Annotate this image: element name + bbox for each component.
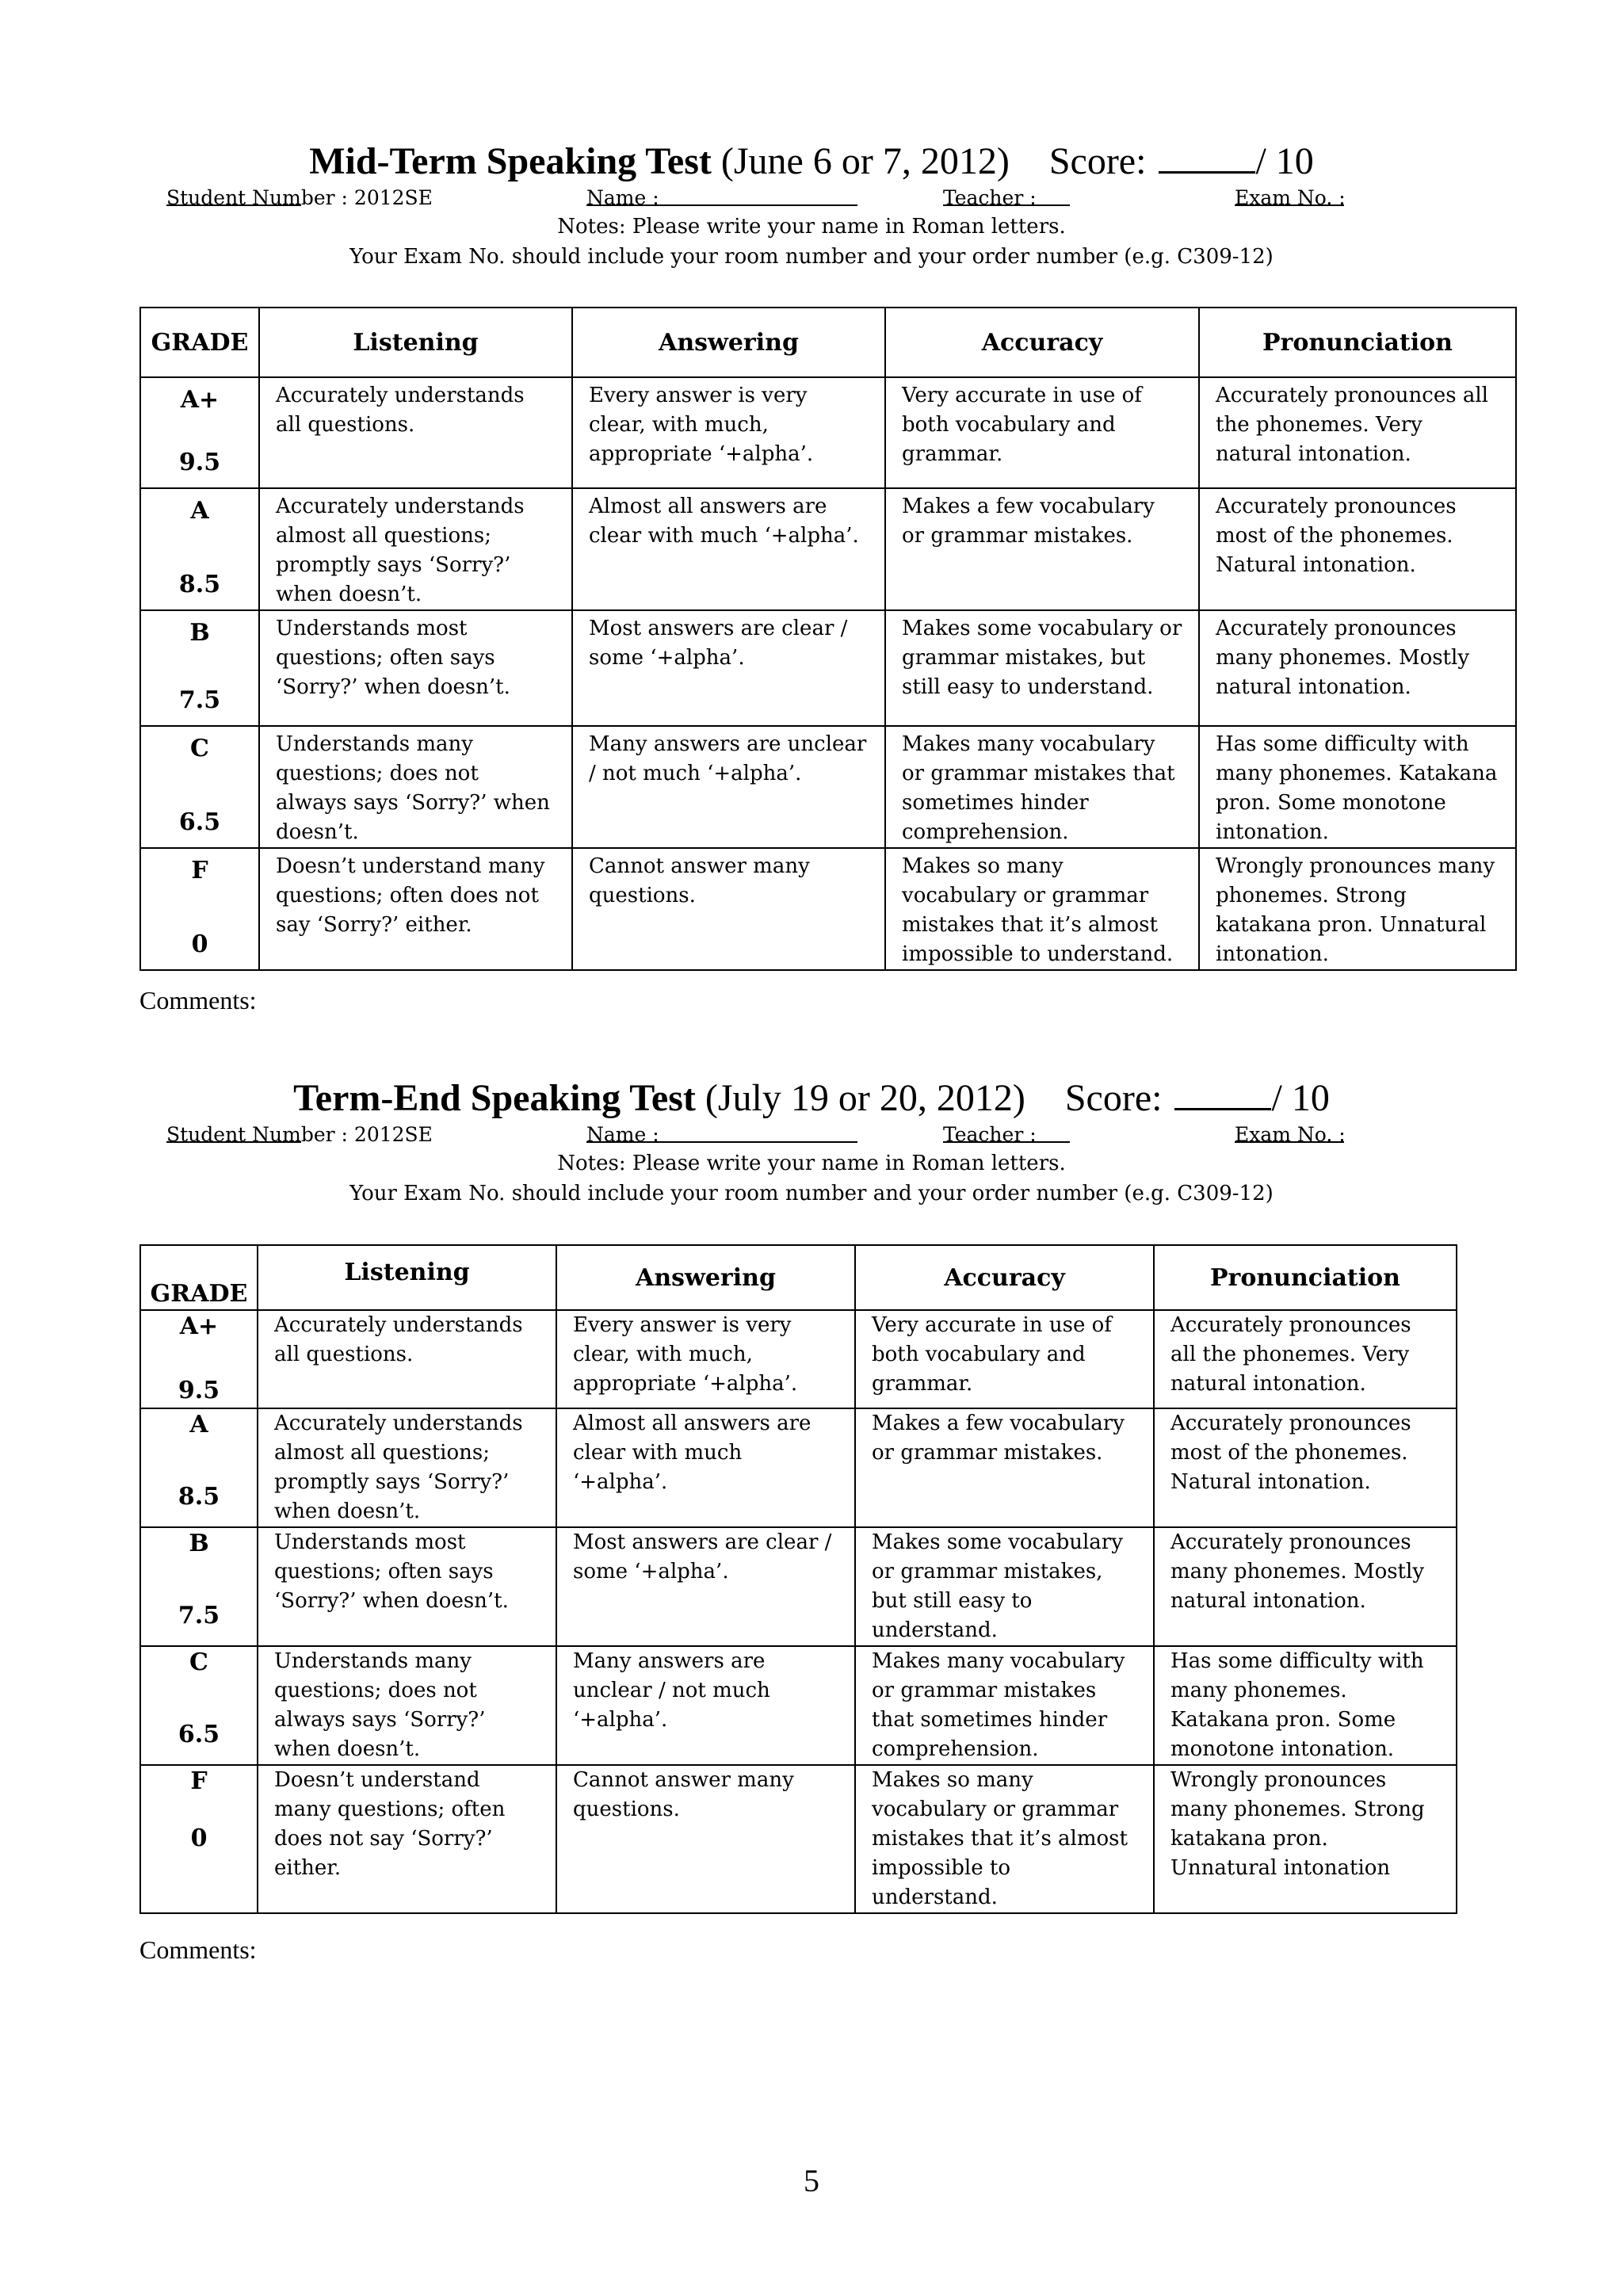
answering-cell: Most answers are clear / some ‘+alpha’. (556, 1527, 855, 1646)
grade-letter: A (190, 497, 209, 525)
accuracy-cell: Makes many vocabulary or grammar mistakes that sometimes hinder comprehension. (885, 726, 1199, 848)
accuracy-cell: Makes a few vocabulary or grammar mistakes. (855, 1408, 1154, 1527)
answering-cell: Almost all answers are clear with much ‘+alpha’. (572, 488, 885, 610)
pronunciation-cell: Accurately pronounces most of the phonemes. Natural intonation. (1199, 488, 1516, 610)
table-row (140, 848, 1516, 970)
midterm-score-max: / 10 (1255, 140, 1314, 182)
answering-cell: Many answers are unclear / not much ‘+alpha’. (572, 726, 885, 848)
accuracy-cell: Very accurate in use of both vocabulary and grammar. (855, 1310, 1154, 1408)
termend-header-accuracy: Accuracy (855, 1245, 1154, 1310)
termend-score-label: Score: (1064, 1077, 1163, 1119)
midterm-score-blank[interactable] (1159, 143, 1255, 174)
termend-student-number-field[interactable] (166, 1121, 301, 1143)
listening-cell: Understands many questions; does not always says ‘Sorry?’ when doesn’t. (258, 1646, 556, 1765)
termend-exam-no-label: Exam No. : (1235, 1123, 1346, 1146)
termend-exam-no-field[interactable] (1235, 1121, 1344, 1143)
grade-cell (140, 610, 259, 726)
pronunciation-cell: Has some difficulty with many phonemes. Katakana pron. Some monotone intonation. (1154, 1646, 1457, 1765)
termend-title (0, 1076, 1623, 1121)
termend-score-blank[interactable] (1174, 1079, 1271, 1110)
midterm-comments-label: Comments: (139, 986, 257, 1014)
midterm-student-number-field[interactable] (166, 184, 301, 206)
termend-rubric-table (139, 1244, 1457, 1914)
grade-score: 8.5 (178, 571, 221, 598)
listening-cell: Understands most questions; often says ‘Sorry?’ when doesn’t. (258, 1527, 556, 1646)
grade-score: 7.5 (178, 686, 221, 714)
midterm-score-label: Score: (1048, 140, 1147, 182)
table-row (140, 377, 1516, 488)
listening-cell: Accurately understands almost all questions; promptly says ‘Sorry?’ when doesn’t. (258, 1408, 556, 1527)
grade-score: 6.5 (178, 1721, 220, 1748)
accuracy-cell: Makes so many vocabulary or grammar mistakes that it’s almost impossible to understand. (885, 848, 1199, 970)
grade-letter: A (189, 1411, 208, 1438)
grade-letter: B (189, 1530, 209, 1557)
grade-cell (140, 726, 259, 848)
page-number: 5 (804, 2163, 819, 2199)
answering-cell: Every answer is very clear, with much, appropriate ‘+alpha’. (572, 377, 885, 488)
midterm-header-listening: Listening (259, 308, 572, 377)
grade-score: 0 (191, 930, 208, 958)
listening-cell: Accurately understands all questions. (258, 1310, 556, 1408)
listening-cell: Understands many questions; does not always says ‘Sorry?’ when doesn’t. (259, 726, 572, 848)
midterm-teacher-field[interactable] (943, 184, 1070, 206)
accuracy-cell: Makes some vocabulary or grammar mistakes, but still easy to understand. (885, 610, 1199, 726)
answering-cell: Every answer is very clear, with much, appropriate ‘+alpha’. (556, 1310, 855, 1408)
listening-cell: Accurately understands all questions. (259, 377, 572, 488)
accuracy-cell: Makes some vocabulary or grammar mistakes, but still easy to understand. (855, 1527, 1154, 1646)
midterm-note-roman: Notes: Please write your name in Roman letters. (557, 215, 1066, 239)
termend-name-label: Name : (586, 1123, 659, 1146)
grade-letter: B (189, 619, 210, 647)
grade-cell (140, 488, 259, 610)
termend-teacher-field[interactable] (943, 1121, 1070, 1143)
answering-cell: Cannot answer many questions. (556, 1765, 855, 1913)
grade-letter: F (191, 857, 208, 884)
grade-letter: A+ (180, 386, 220, 414)
grade-cell (140, 1310, 258, 1408)
midterm-header-row (140, 308, 1516, 377)
table-row (140, 488, 1516, 610)
pronunciation-cell: Accurately pronounces most of the phonemes. Natural intonation. (1154, 1408, 1457, 1527)
pronunciation-cell: Accurately pronounces all the phonemes. Very natural intonation. (1154, 1310, 1457, 1408)
termend-note-exam-no: Your Exam No. should include your room number and your order number (e.g. C309-12) (349, 1182, 1274, 1205)
pronunciation-cell: Accurately pronounces many phonemes. Mostly natural intonation. (1199, 610, 1516, 726)
midterm-header-pronunciation: Pronunciation (1199, 308, 1516, 377)
answering-cell: Many answers are unclear / not much ‘+alpha’. (556, 1646, 855, 1765)
grade-cell (140, 848, 259, 970)
table-row (140, 610, 1516, 726)
midterm-note-exam-no: Your Exam No. should include your room number and your order number (e.g. C309-12) (349, 245, 1274, 269)
termend-title-date: (July 19 or 20, 2012) (705, 1077, 1025, 1119)
midterm-header-accuracy: Accuracy (885, 308, 1199, 377)
grade-score: 8.5 (178, 1483, 220, 1511)
termend-header-pronunciation: Pronunciation (1154, 1245, 1457, 1310)
grade-cell (140, 1527, 258, 1646)
listening-cell: Accurately understands almost all questions; promptly says ‘Sorry?’ when doesn’t. (259, 488, 572, 610)
midterm-header-grade: GRADE (140, 308, 259, 377)
midterm-exam-no-label: Exam No. : (1235, 186, 1346, 209)
termend-note-roman: Notes: Please write your name in Roman letters. (557, 1152, 1066, 1175)
termend-header-answering: Answering (556, 1245, 855, 1310)
pronunciation-cell: Accurately pronounces many phonemes. Mostly natural intonation. (1154, 1527, 1457, 1646)
grade-cell (140, 1408, 258, 1527)
table-row (140, 1310, 1457, 1408)
pronunciation-cell: Wrongly pronounces many phonemes. Strong katakana pron. Unnatural intonation. (1199, 848, 1516, 970)
midterm-name-label: Name : (586, 186, 659, 209)
accuracy-cell: Makes so many vocabulary or grammar mistakes that it’s almost impossible to understand. (855, 1765, 1154, 1913)
midterm-name-field[interactable] (586, 184, 857, 206)
midterm-title (0, 139, 1623, 184)
grade-score: 9.5 (178, 1377, 220, 1404)
grade-cell (140, 1765, 258, 1913)
midterm-title-date: (June 6 or 7, 2012) (720, 140, 1010, 182)
termend-title-bold: Term-End Speaking Test (293, 1077, 696, 1119)
listening-cell: Doesn’t understand many questions; often does not say ‘Sorry?’ either. (259, 848, 572, 970)
midterm-exam-no-field[interactable] (1235, 184, 1344, 206)
answering-cell: Cannot answer many questions. (572, 848, 885, 970)
grade-score: 6.5 (178, 808, 221, 836)
termend-teacher-label: Teacher : (943, 1123, 1037, 1146)
midterm-header-answering: Answering (572, 308, 885, 377)
grade-cell (140, 1646, 258, 1765)
grade-letter: F (190, 1767, 208, 1795)
termend-header-listening: Listening (258, 1245, 556, 1310)
accuracy-cell: Very accurate in use of both vocabulary and grammar. (885, 377, 1199, 488)
midterm-teacher-label: Teacher : (943, 186, 1037, 209)
table-row (140, 1765, 1457, 1913)
grade-cell (140, 377, 259, 488)
midterm-info-row (0, 184, 1623, 212)
termend-name-field[interactable] (586, 1121, 857, 1143)
table-row (140, 1408, 1457, 1527)
listening-cell: Understands most questions; often says ‘Sorry?’ when doesn’t. (259, 610, 572, 726)
pronunciation-cell: Has some difficulty with many phonemes. Katakana pron. Some monotone intonation. (1199, 726, 1516, 848)
termend-score-max: / 10 (1271, 1077, 1330, 1119)
grade-score: 0 (190, 1824, 208, 1852)
grade-letter: C (190, 735, 209, 762)
termend-info-row (0, 1121, 1623, 1149)
termend-header-row (140, 1245, 1457, 1310)
grade-letter: A+ (179, 1312, 219, 1340)
answering-cell: Most answers are clear / some ‘+alpha’. (572, 610, 885, 726)
pronunciation-cell: Accurately pronounces all the phonemes. Very natural intonation. (1199, 377, 1516, 488)
termend-header-grade: GRADE (140, 1245, 258, 1310)
accuracy-cell: Makes a few vocabulary or grammar mistakes. (885, 488, 1199, 610)
pronunciation-cell: Wrongly pronounces many phonemes. Strong katakana pron. Unnatural intonation (1154, 1765, 1457, 1913)
answering-cell: Almost all answers are clear with much ‘+alpha’. (556, 1408, 855, 1527)
table-row (140, 726, 1516, 848)
listening-cell: Doesn’t understand many questions; often does not say ‘Sorry?’ either. (258, 1765, 556, 1913)
table-row (140, 1527, 1457, 1646)
midterm-rubric-table (139, 307, 1517, 971)
table-row (140, 1646, 1457, 1765)
termend-comments-label: Comments: (139, 1935, 257, 1964)
accuracy-cell: Makes many vocabulary or grammar mistakes that sometimes hinder comprehension. (855, 1646, 1154, 1765)
termend-student-number-label: Student Number : 2012SE (166, 1123, 433, 1146)
grade-score: 7.5 (178, 1602, 220, 1629)
midterm-student-number-label: Student Number : 2012SE (166, 186, 433, 209)
grade-score: 9.5 (178, 449, 221, 476)
grade-letter: C (189, 1648, 208, 1676)
midterm-title-bold: Mid-Term Speaking Test (309, 140, 712, 182)
